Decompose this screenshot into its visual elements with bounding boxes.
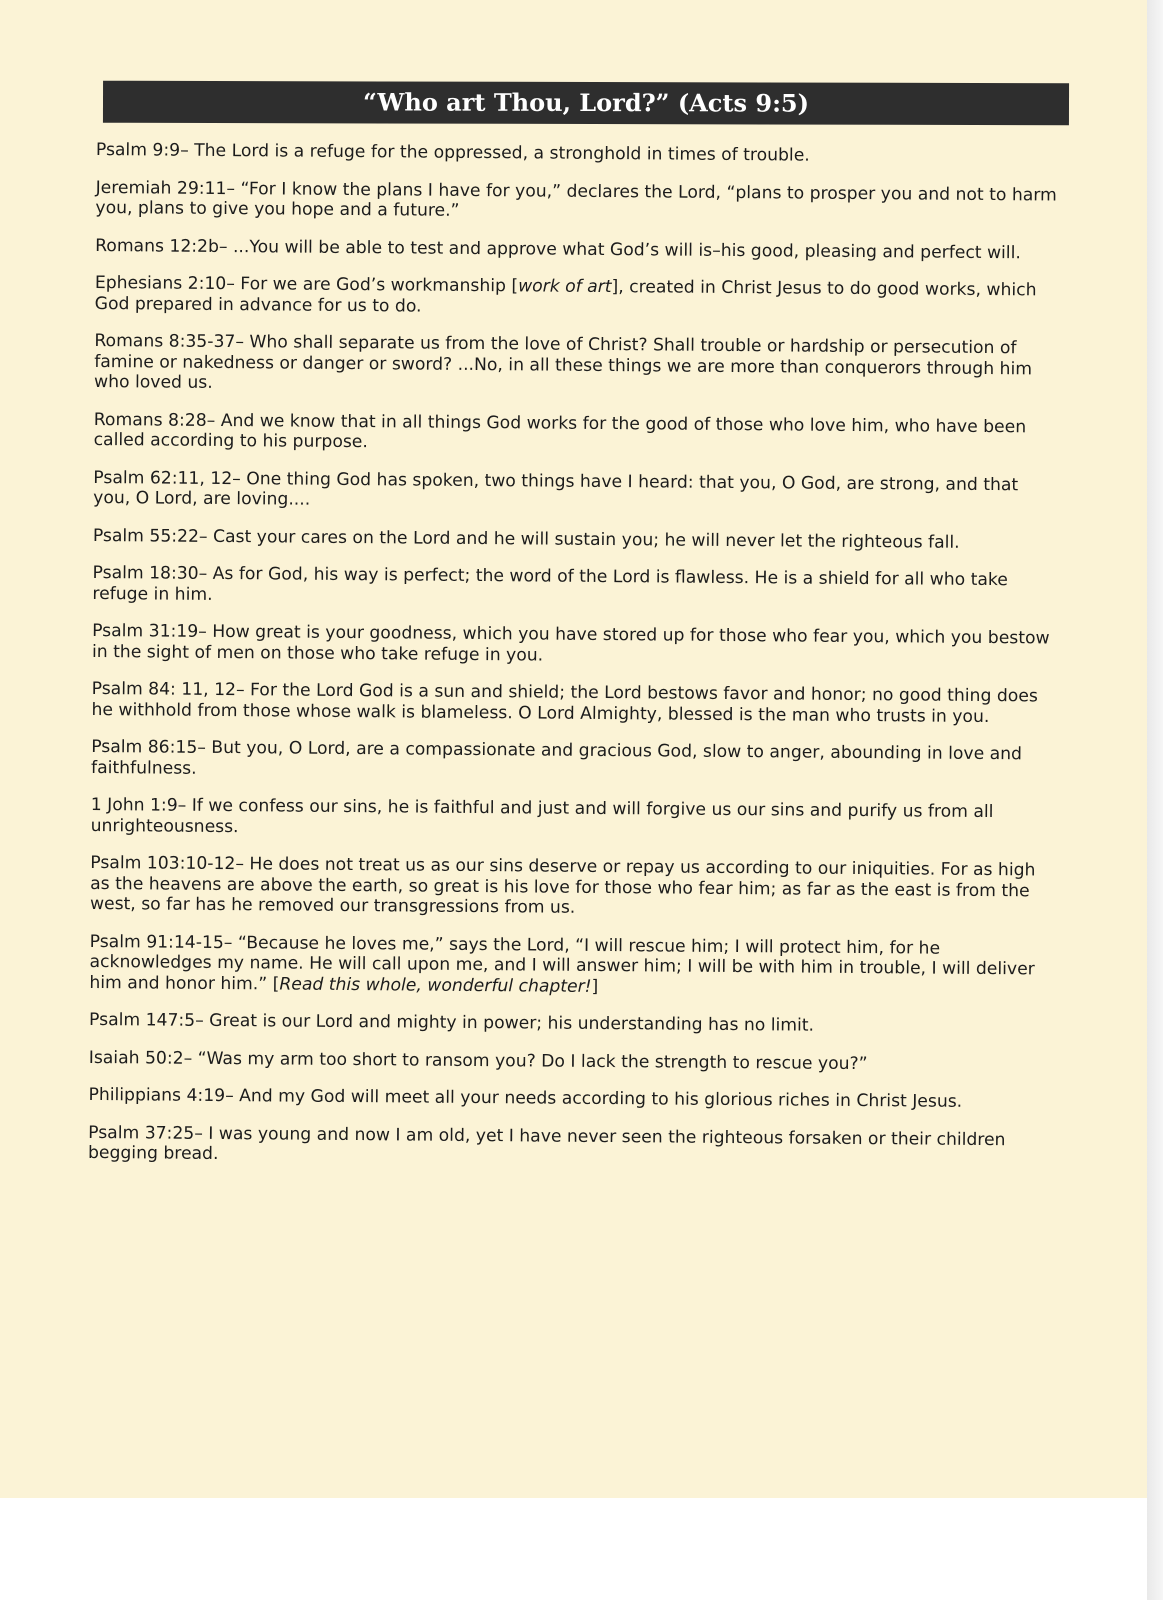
verse-reference: Ephesians 2:10– (94, 272, 235, 295)
verse-text: “Was my arm too short to ransom you? Do I lack the strength to rescue you?” (192, 1048, 868, 1074)
verse-item (92, 621, 1057, 670)
verse-reference: Psalm 86:15– (91, 736, 206, 758)
verse-item (91, 737, 1056, 786)
verse-text: Cast your cares on the Lord and he will sustain you; he will never let the righteous fall. (207, 526, 960, 553)
verse-item (95, 177, 1060, 226)
verse-text: As for God, his way is perfect; the word of the Lord is flawless. He is a shield for all who take refuge in him. (92, 563, 1008, 605)
verse-text-after: ] (591, 976, 599, 997)
verse-italic-note: Read this whole, wonderful chapter! (279, 973, 592, 997)
verse-text: If we confess our sins, he is faithful and just and will forgive us our sins and purify us from all unrighteousness. (90, 795, 994, 837)
verse-item (95, 273, 1060, 322)
verse-text: But you, O Lord, are a compassionate and gracious God, slow to anger, abounding in love and faithfulness. (90, 737, 1023, 779)
verse-reference: Psalm 84: 11, 12– (91, 678, 245, 701)
verse-text: ...You will be able to test and approve what God’s will is–his good, pleasing and perfect will. (227, 236, 1021, 263)
verse-reference: Psalm 18:30– (92, 562, 208, 584)
verse-text: I was young and now I am old, yet I have never seen the righteous forsaken or their children begging bread. (87, 1123, 1006, 1164)
verse-item (94, 409, 1059, 458)
verse-reference: Psalm 103:10-12– (90, 852, 245, 875)
verse-reference: Psalm 31:19– (92, 620, 207, 642)
verse-text: The Lord is a refuge for the oppressed, a stronghold in times of trouble. (188, 140, 810, 166)
verse-reference: Psalm 91:14-15– (89, 931, 233, 953)
verse-reference: Romans 8:35-37– (94, 330, 245, 353)
verse-item (95, 235, 1060, 263)
page-title: “Who art Thou, Lord?” (Acts 9:5) (103, 81, 1069, 126)
verse-text: Great is our Lord and mighty in power; his understanding has no limit. (203, 1010, 815, 1036)
verse-text: One thing God has spoken, two things have I heard: that you, O God, are strong, and that you, O Lord, are loving.... (93, 468, 1019, 510)
verse-reference: Romans 12:2b– (95, 235, 228, 257)
verse-item (94, 331, 1059, 400)
verse-item (96, 140, 1061, 168)
verse-item (88, 1122, 1053, 1171)
verse-reference: Isaiah 50:2– (88, 1047, 193, 1069)
verse-text: “Because he loves me,” says the Lord, “I will rescue him; I will protect him, for he acknowledges my name. He will call upon me, and I will answer him; I will be with him in trouble, I will deliver him and honor him.” [ (89, 932, 1035, 994)
paper-edge (1147, 0, 1163, 1600)
verse-list (88, 140, 1061, 1188)
verse-text: He does not treat us as our sins deserve or repay us according to our iniquities. For as high as the heavens are above the earth, so great is his love for those who fear him; as far as the east is from the west, so far has he removed our transgressions from us. (89, 854, 1036, 918)
verse-item (93, 467, 1058, 516)
verse-italic-note: work of art (518, 276, 612, 298)
verse-item (91, 795, 1056, 844)
verse-text: How great is your goodness, which you have stored up for those who fear you, which you bestow in the sight of men on those who take refuge in you. (91, 621, 1050, 666)
verse-text-after: ], created in Christ Jesus to do good works, which God prepared in advance for us to do. (94, 277, 1037, 317)
verse-item (89, 1010, 1054, 1038)
verse-reference: Psalm 147:5– (89, 1009, 204, 1031)
verse-item (88, 1085, 1053, 1113)
verse-text: Who shall separate us from the love of Christ? Shall trouble or hardship or persecution of famine or nakedness or danger or sword? ...No, in all these things we are more than conquerors through him who loved us. (94, 332, 1033, 393)
verse-reference: Psalm 55:22– (92, 525, 208, 547)
verse-reference: Philippians 4:19– (88, 1084, 234, 1107)
verse-reference: Romans 8:28– (93, 409, 216, 431)
verse-reference: 1 John 1:9– (90, 794, 187, 816)
verse-reference: Jeremiah 29:11– (95, 177, 236, 199)
verse-reference: Psalm 9:9– (95, 140, 189, 161)
verse-text: For we are God’s workmanship [ (234, 274, 519, 297)
verse-reference: Psalm 37:25– (88, 1122, 203, 1144)
verse-text: For the Lord God is a sun and shield; the Lord bestows favor and honor; no good thing does he withhold from those whose walk is blameless. O Lord Almighty, blessed is the man who trusts in you. (91, 680, 1038, 727)
verse-item (93, 525, 1058, 553)
verse-item (92, 563, 1057, 612)
verse-item (90, 853, 1055, 922)
verse-item (91, 679, 1056, 728)
verse-text: And we know that in all things God works for the good of those who love him, who have been called according to his purpose. (93, 410, 1027, 453)
verse-item (89, 931, 1054, 1000)
verse-item (89, 1047, 1054, 1075)
verse-text: “For I know the plans I have for you,” declares the Lord, “plans to prosper you and not to harm you, plans to give you hope and a future.” (95, 178, 1057, 221)
verse-text: And my God will meet all your needs according to his glorious riches in Christ Jesus. (233, 1086, 963, 1112)
verse-reference: Psalm 62:11, 12– (93, 467, 241, 489)
